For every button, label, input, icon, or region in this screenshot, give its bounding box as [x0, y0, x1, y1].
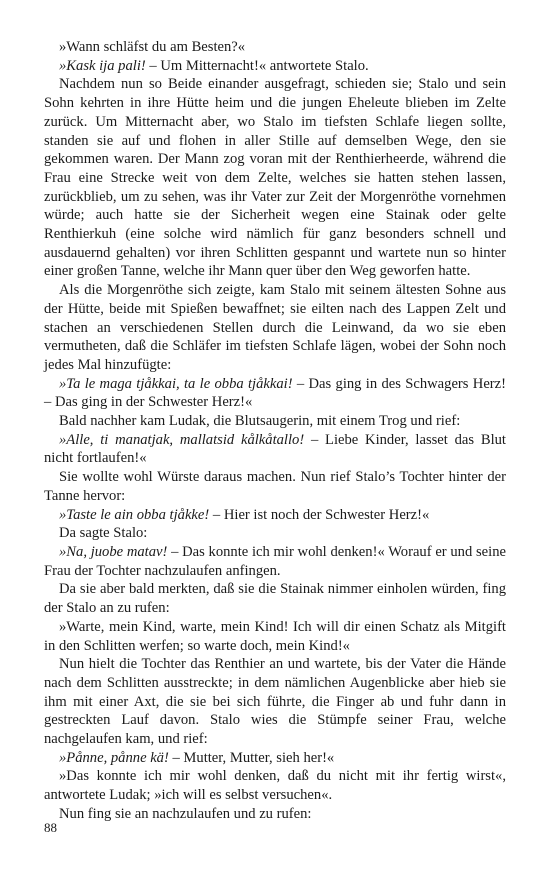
- text-run: Nachdem nun so Beide einander ausgefragt, schieden sie; Stalo und sein Sohn kehrten in ihre Hütte heim und die jungen Eheleute blieben im Zelte zurück. Um Mitternacht aber, wo Stalo im tiefsten Schlafe liegen sollte, standen sie auf und flohen in aller Stille auf demselben Wege, den sie gekommen waren. Der Mann zog voran mit der Renthierheerde, während die Frau eine Strecke weit von dem Zelte, welches sie hatten stehen lassen, zurückblieb, um zu sehen, was ihr Vater zur Zeit der Morgenröthe vornehmen würde; auch hatte sie der Sicherheit wegen eine Stainak oder gelte Renthierkuh (eine solche wird nämlich für ganz besonders schnell und ausdauernd gehalten) vor ihren Schlitten gespannt und wartete nun so hinter einer großen Tanne, welche ihr Mann quer über den Weg geworfen hatte.: [44, 76, 506, 280]
- italic-phrase: »Ta le maga tjåkkai, ta le obba tjåkkai!: [59, 375, 293, 392]
- text-run: – Liebe Kinder, lasset das Blut nicht fortlaufen!«: [44, 431, 506, 467]
- paragraph: [44, 412, 506, 431]
- paragraph: [44, 506, 506, 525]
- text-run: »Wann schläfst du am Besten?«: [59, 39, 246, 55]
- paragraph: [44, 749, 506, 768]
- text-run: Da sie aber bald merkten, daß sie die Stainak nimmer einholen würden, fing der Stalo an zu rufen:: [44, 581, 506, 617]
- paragraph: [44, 524, 506, 543]
- text-run: Sie wollte wohl Würste daraus machen. Nun rief Stalo’s Tochter hinter der Tanne hervor:: [44, 469, 506, 504]
- text-run: Als die Morgenröthe sich zeigte, kam Stalo mit seinem ältesten Sohne aus der Hütte, beide mit Spießen bewaffnet; sie eilten nach des Lappen Zelt und stachen an verschiedenen Stellen durch die Leinwand, da wo sie eben vermutheten, daß die Schläfer im tiefsten Schlafe lägen, wobei der Sohn noch jedes Mal hinzufügte:: [44, 282, 506, 373]
- text-run: »Das konnte ich mir wohl denken, daß du nicht mit ihr fertig wirst«, antwortete Ludak; »ich will es selbst versuchen«.: [44, 768, 506, 804]
- page-number: 88: [44, 820, 57, 835]
- italic-phrase: »Pånne, pånne kä!: [59, 749, 169, 766]
- italic-phrase: »Taste le ain obba tjåkke!: [59, 506, 210, 523]
- paragraph: [44, 75, 506, 281]
- text-run: Nun hielt die Tochter das Renthier an und wartete, bis der Vater die Hände nach dem Schlitten ausstreckte; in dem nämlichen Augenblicke aber hieb sie ihm mit einer Axt, die sie bei sich führte, die Finger ab und fuhr dann in gestreckten Lauf davon. Stalo wies die Stümpfe seiner Frau, welche nachgelaufen kam, und rief:: [44, 656, 506, 748]
- paragraph: [44, 57, 506, 76]
- paragraph: [44, 543, 506, 580]
- text-run: Da sagte Stalo:: [59, 525, 148, 542]
- italic-phrase: »Kask ija pali!: [59, 57, 146, 74]
- text-run: Bald nachher kam Ludak, die Blutsaugerin, mit einem Trog und rief:: [59, 413, 461, 430]
- body-text: [44, 38, 506, 824]
- paragraph: [44, 431, 506, 468]
- paragraph: [44, 38, 506, 57]
- paragraph: [44, 580, 506, 617]
- paragraph: [44, 805, 506, 824]
- text-run: – Hier ist noch der Schwester Herz!«: [209, 506, 430, 523]
- italic-phrase: »Alle, ti manatjak, mallatsid kålkåtallo!: [59, 431, 305, 448]
- text-run: Nun fing sie an nachzulaufen und zu rufen:: [59, 805, 312, 822]
- text-run: – Das ging in des Schwagers Herz! – Das ging in der Schwester Herz!«: [44, 375, 506, 411]
- italic-phrase: »Na, juobe matav!: [59, 543, 168, 560]
- text-run: – Mutter, Mutter, sieh her!«: [168, 749, 335, 766]
- text-run: – Um Mitternacht!« antwortete Stalo.: [145, 57, 369, 74]
- paragraph: [44, 767, 506, 804]
- paragraph: [44, 618, 506, 655]
- paragraph: [44, 375, 506, 412]
- paragraph: [44, 468, 506, 505]
- paragraph: [44, 281, 506, 375]
- text-run: – Das konnte ich mir wohl denken!« Worauf er und seine Frau der Tochter nachzulaufen anfingen.: [44, 543, 506, 579]
- paragraph: [44, 655, 506, 749]
- text-run: »Warte, mein Kind, warte, mein Kind! Ich will dir einen Schatz als Mitgift in den Schlitten werfen; so warte doch, mein Kind!«: [44, 618, 506, 654]
